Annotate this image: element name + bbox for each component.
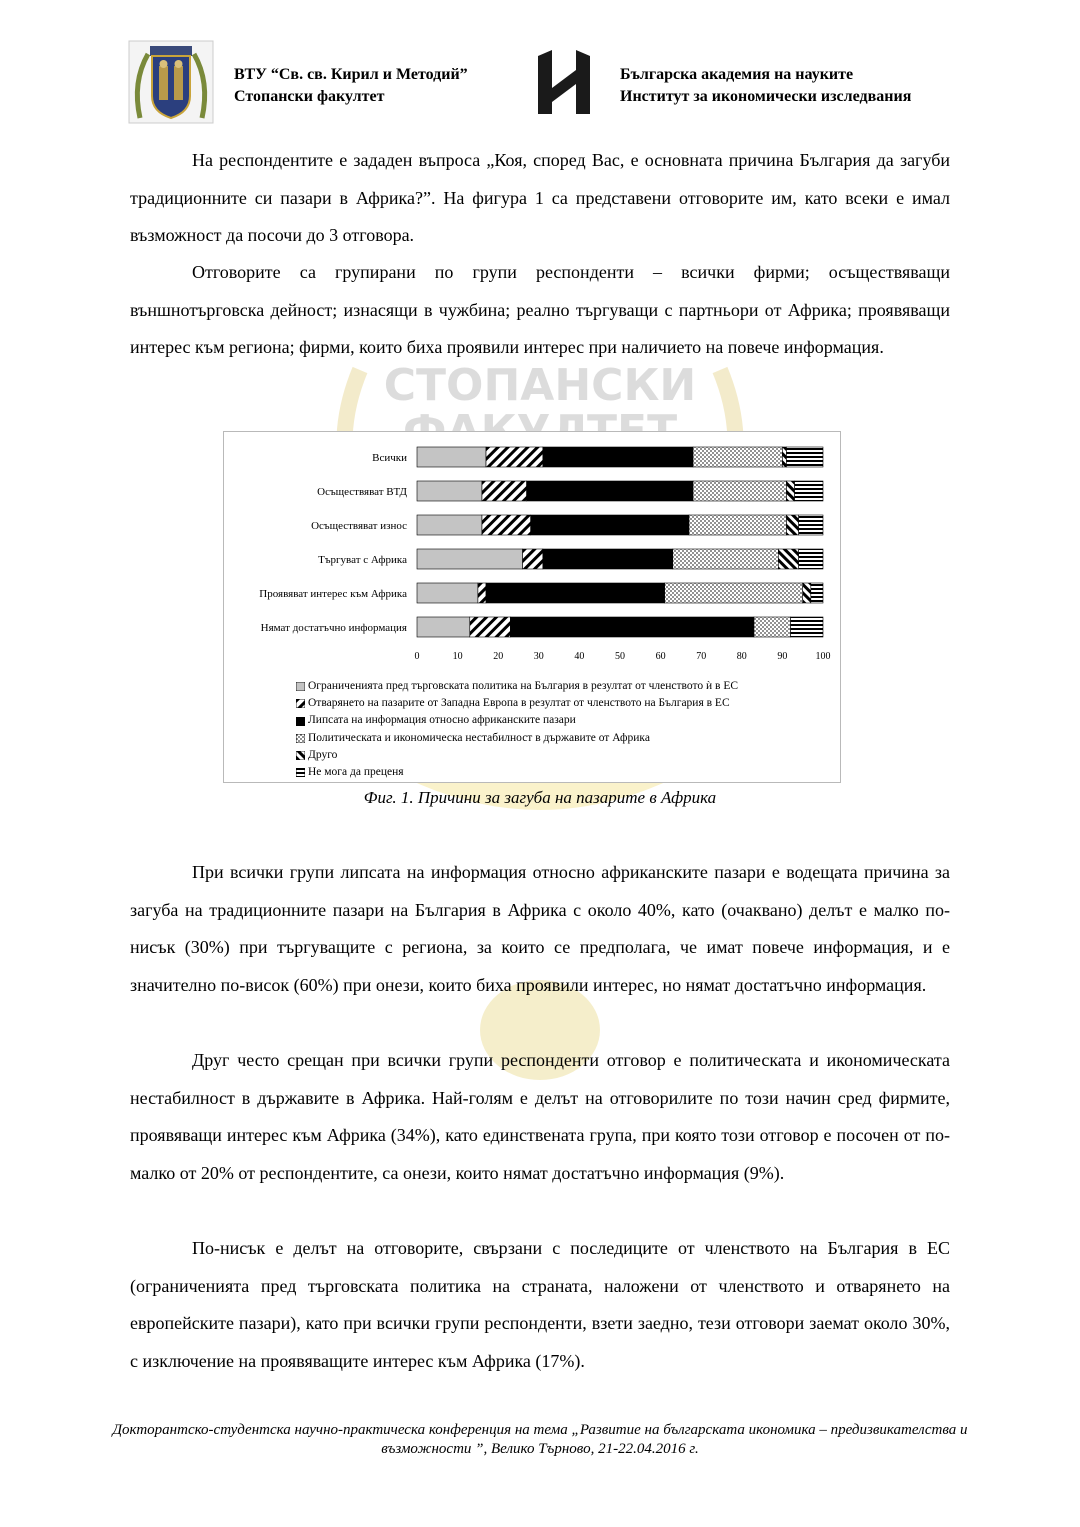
paragraph-instability: Друг често срещан при всички групи респонденти отговор е политическата и икономическата нестабилност в държавите в Африка. Най-голям е делът на отговорилите по този начин сред фирмите, проявяващи интерес към Африка (34%), като единствената група, при която този отговор е посочен от по-малко от 20% от респондентите, са онези, които нямат достатъчно информация (9%). xyxy=(130,1050,950,1183)
category-label: Осъществяват износ xyxy=(311,520,407,532)
paragraph-information-lack: При всички групи липсата на информация относно африканските пазари е водещата причина за загуба на традиционните пазари на България в Африка с около 40%, като (очаквано) делът е малко по-нисък (30%) при търгуващите с региона, за които се предполага, че имат повече информация, и е значително по-висок (60%) при онези, които биха проявили интерес, но нямат достатъчно информация. xyxy=(130,862,950,995)
paragraph-question: На респондентите е зададен въпроса „Коя, според Вас, е основната причина България да загуби традиционните си пазари в Африка?”. На фигура 1 са представени отговорите им, като всеки е имал възможност да посочи до 3 отговора. xyxy=(130,150,950,245)
figure-caption: Фиг. 1. Причини за загуба на пазарите в Африка xyxy=(363,788,717,807)
page-footer xyxy=(110,1421,970,1459)
x-tick-label: 50 xyxy=(615,651,625,662)
bar-segment-2 xyxy=(523,549,543,569)
bar-segment-2 xyxy=(470,617,511,637)
category-label: Осъществяват ВТД xyxy=(317,486,407,498)
bar-segment-6 xyxy=(799,549,823,569)
category-label: Всички xyxy=(372,452,407,464)
legend-swatch-halfblack xyxy=(296,751,305,760)
university-crest-logo xyxy=(128,40,214,124)
bar-segment-2 xyxy=(478,583,486,603)
bar-segment-5 xyxy=(786,515,798,535)
legend-label-5: Друго xyxy=(308,748,338,761)
legend-label-6: Не мога да преценя xyxy=(308,766,404,779)
x-tick-label: 0 xyxy=(414,651,420,662)
legend-swatch-black xyxy=(296,717,305,726)
legend-label-2: Отварянето на пазарите от Западна Европа в резултат от членството на България в ЕС xyxy=(308,697,730,710)
bar-segment-6 xyxy=(786,447,823,467)
bar-segment-4 xyxy=(693,481,786,501)
legend-item-4 xyxy=(296,730,738,747)
bar-segment-6 xyxy=(791,617,823,637)
header-institute-line2: Институт за икономически изследвания xyxy=(620,88,912,105)
bar-segment-1 xyxy=(417,617,470,637)
bar-segment-4 xyxy=(665,583,803,603)
bar-segment-3 xyxy=(510,617,754,637)
header-university-name xyxy=(234,64,468,108)
legend-label-1: Ограниченията пред търговската политика на България в резултат от членството ѝ в ЕС xyxy=(308,680,739,692)
legend-swatch-gray xyxy=(296,682,305,691)
x-tick-label: 10 xyxy=(452,651,463,662)
bar-segment-3 xyxy=(486,583,665,603)
bar-segment-3 xyxy=(527,481,693,501)
chart-container xyxy=(223,431,841,783)
legend-item-6 xyxy=(296,764,738,781)
bar-segment-1 xyxy=(417,549,523,569)
category-label: Търгуват с Африка xyxy=(318,554,407,566)
bar-segment-5 xyxy=(782,447,786,467)
bar-segment-6 xyxy=(795,481,823,501)
legend-swatch-diagonal xyxy=(296,699,305,708)
bar-segment-3 xyxy=(543,549,673,569)
category-label: Нямат достатъчно информация xyxy=(260,622,407,634)
legend-label-3: Липсата на информация относно африканските пазари xyxy=(308,714,576,727)
bar-segment-3 xyxy=(531,515,689,535)
bar-segment-2 xyxy=(482,481,527,501)
x-tick-label: 40 xyxy=(574,651,585,662)
bar-segment-4 xyxy=(689,515,786,535)
bar-segment-4 xyxy=(754,617,791,637)
legend-item-2 xyxy=(296,695,738,712)
chart-legend xyxy=(296,678,738,781)
header-university-line1: ВТУ “Св. св. Кирил и Методий” xyxy=(234,66,468,83)
watermark-line1: СТОПАНСКИ xyxy=(383,360,697,411)
footer-text: Докторантско-студентска научно-практическа конференция на тема „Развитие на българската икономика – предизвикателства и възможности ”, Велико Търново, 21-22.04.2016 г. xyxy=(112,1422,968,1457)
stacked-bar-chart xyxy=(224,432,840,678)
legend-swatch-dots xyxy=(296,734,305,743)
bar-segment-5 xyxy=(803,583,811,603)
x-tick-label: 100 xyxy=(815,651,831,662)
bar-segment-6 xyxy=(799,515,823,535)
category-label: Проявяват интерес към Африка xyxy=(259,588,407,600)
header-institute-line1: Българска академия на науките xyxy=(620,66,854,83)
bar-segment-4 xyxy=(673,549,779,569)
x-tick-label: 80 xyxy=(736,651,747,662)
x-tick-label: 30 xyxy=(533,651,544,662)
legend-item-1 xyxy=(296,678,738,695)
paragraph-eu-membership: По-нисък е делът на отговорите, свързани с последиците от членството на България в ЕС (ограниченията пред търговската политика на страната, наложени от членството и отварянето на европейските пазари), като при всички групи респонденти, взети заедно, тези отговори заемат около 30%, с изключение на проявяващите интерес към Африка (17%). xyxy=(130,1238,950,1371)
bar-segment-3 xyxy=(543,447,693,467)
legend-item-3 xyxy=(296,712,738,729)
x-tick-label: 20 xyxy=(493,651,504,662)
header-university-line2: Стопански факултет xyxy=(234,88,385,105)
bar-segment-1 xyxy=(417,447,486,467)
bar-segment-4 xyxy=(693,447,782,467)
paragraph-groups: Отговорите са групирани по групи респонденти – всички фирми; осъществяващи външнотърговска дейност; изнасящи в чужбина; реално търгуващи с партньори от Африка; проявяващи интерес към региона; фирми, които биха проявили интерес при наличието на повече информация. xyxy=(130,262,950,357)
legend-label-4: Политическата и икономическа нестабилност в държавите от Африка xyxy=(308,731,650,744)
x-tick-label: 60 xyxy=(655,651,666,662)
bar-segment-6 xyxy=(811,583,823,603)
institute-logo xyxy=(536,48,592,116)
bar-segment-5 xyxy=(778,549,798,569)
bar-segment-2 xyxy=(482,515,531,535)
header-institute-name xyxy=(620,64,911,108)
bar-segment-1 xyxy=(417,583,478,603)
bar-segment-5 xyxy=(786,481,794,501)
x-tick-label: 90 xyxy=(777,651,788,662)
bar-segment-2 xyxy=(486,447,543,467)
bar-segment-1 xyxy=(417,481,482,501)
bar-segment-1 xyxy=(417,515,482,535)
legend-swatch-hstripes xyxy=(296,768,305,777)
legend-item-5 xyxy=(296,747,738,764)
x-tick-label: 70 xyxy=(696,651,707,662)
